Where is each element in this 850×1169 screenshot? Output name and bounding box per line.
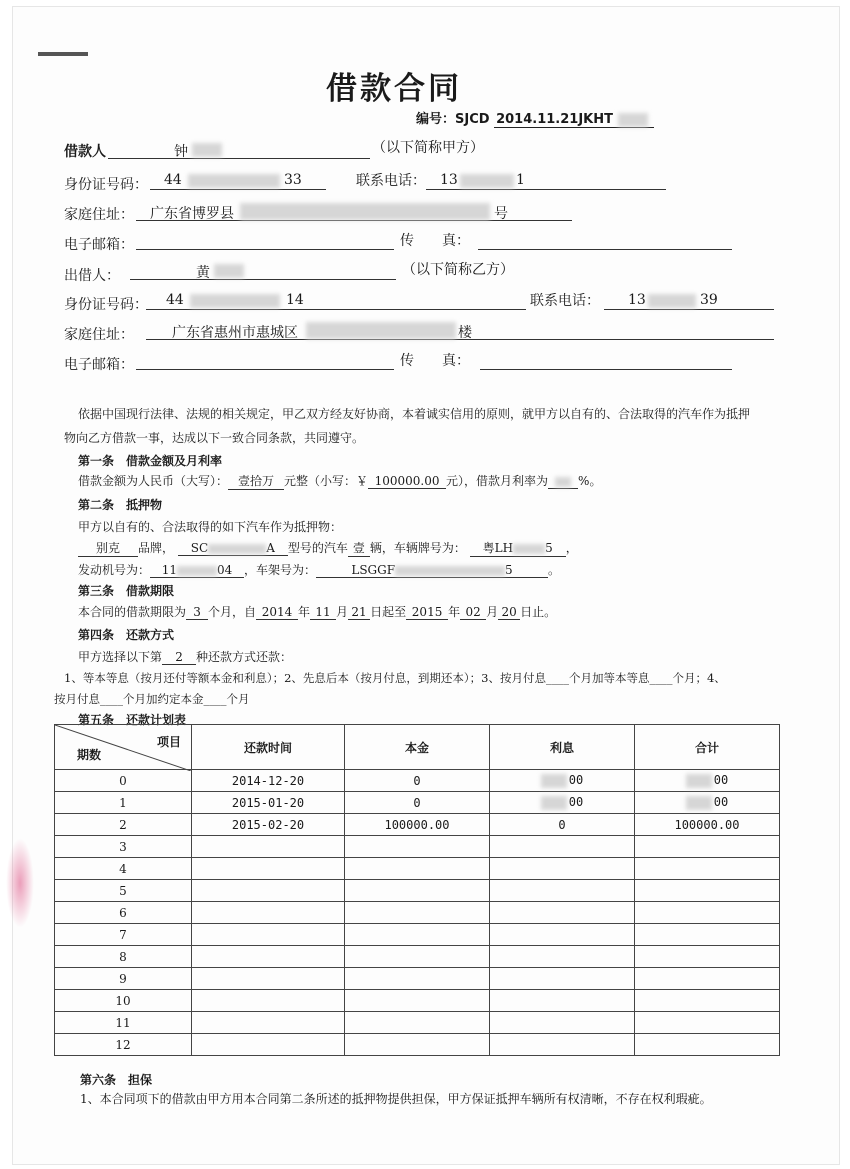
table-row	[55, 924, 780, 946]
table-header-diagonal: 项目 期数	[55, 725, 192, 770]
intro-line-1: 依据中国现行法律、法规的相关规定，甲乙双方经友好协商，本着诚实信用的原则，就甲方以自有的、合法取得的汽车作为抵押	[78, 407, 751, 421]
total-cell: 00	[635, 770, 780, 792]
principal-cell	[345, 946, 490, 968]
interest-cell	[490, 836, 635, 858]
article-4-choice: 甲方选择以下第 2 种还款方式还款：	[78, 650, 293, 664]
total-cell: 00	[635, 792, 780, 814]
table-row	[55, 902, 780, 924]
table-row	[55, 858, 780, 880]
period-cell: 8	[55, 946, 192, 968]
amount-cn: 壹拾万	[228, 472, 284, 490]
period-cell: 2	[55, 814, 192, 836]
total-cell	[635, 946, 780, 968]
borrower-fax-field	[478, 232, 732, 250]
article-1-body: 借款金额为人民币（大写）： 壹拾万 元整（小写：￥ 100000.00 元），借款月利率为 %。	[78, 474, 602, 488]
date-cell	[192, 946, 345, 968]
interest-cell	[490, 946, 635, 968]
principal-cell	[345, 902, 490, 924]
period-cell: 10	[55, 990, 192, 1012]
total-cell: 100000.00	[635, 814, 780, 836]
principal-cell	[345, 968, 490, 990]
col-header-total: 合计	[635, 725, 780, 770]
article-3-body: 本合同的借款期限为 3 个月，自 2014 年 11 月 21 日起至 2015 年 02 月 20 日止。	[78, 605, 557, 619]
engine-number: 11 04	[150, 563, 244, 578]
article-5-title: 第五条 还款计划表	[78, 713, 187, 727]
article-2-line-1: 甲方以自有的、合法取得的如下汽车作为抵押物：	[78, 520, 343, 534]
date-cell: 2015-02-20	[192, 814, 345, 836]
total-cell	[635, 836, 780, 858]
total-cell	[635, 858, 780, 880]
borrower-id-label: 身份证号码：	[64, 177, 148, 193]
borrower-email-label: 电子邮箱：	[64, 237, 134, 253]
table-row	[55, 770, 780, 792]
table-row	[55, 814, 780, 836]
borrower-label: 借款人	[64, 144, 106, 160]
borrower-address-field: 广东省博罗县 号	[136, 203, 572, 221]
interest-cell: 0	[490, 814, 635, 836]
repayment-schedule-table	[54, 724, 780, 1056]
borrower-name-field: 钟	[108, 141, 370, 159]
lender-address-field: 广东省惠州市惠城区 楼	[146, 322, 774, 340]
date-cell: 2014-12-20	[192, 770, 345, 792]
lender-email-label: 电子邮箱：	[64, 357, 134, 373]
date-cell	[192, 836, 345, 858]
period-cell: 12	[55, 1034, 192, 1056]
interest-cell	[490, 880, 635, 902]
article-2-line-3: 发动机号为： 11 04 ，车架号为： LSGGF 5 。	[78, 563, 561, 577]
interest-cell	[490, 924, 635, 946]
principal-cell	[345, 858, 490, 880]
lender-name-field: 黄	[130, 262, 396, 280]
col-header-interest: 利息	[490, 725, 635, 770]
total-cell	[635, 1034, 780, 1056]
interest-cell	[490, 968, 635, 990]
period-cell: 4	[55, 858, 192, 880]
date-cell: 2015-01-20	[192, 792, 345, 814]
period-cell: 7	[55, 924, 192, 946]
interest-cell: 00	[490, 770, 635, 792]
period-cell: 0	[55, 770, 192, 792]
fingerprint-stamp	[6, 838, 34, 928]
intro-line-2: 物向乙方借款一事，达成以下一致合同条款，共同遵守。	[64, 431, 365, 445]
principal-cell	[345, 1034, 490, 1056]
principal-cell	[345, 990, 490, 1012]
table-row	[55, 1034, 780, 1056]
total-cell	[635, 1012, 780, 1034]
borrower-phone-label: 联系电话：	[356, 173, 426, 189]
interest-cell	[490, 1034, 635, 1056]
lender-phone-field: 13 39	[604, 292, 774, 310]
col-header-date: 还款时间	[192, 725, 345, 770]
interest-rate	[548, 474, 578, 489]
article-6-line-1: 1、本合同项下的借款由甲方用本合同第二条所述的抵押物提供担保，甲方保证抵押车辆所有权清晰，不存在权利瑕疵。	[80, 1092, 712, 1106]
contract-number-label: 编号：SJCD	[416, 112, 490, 127]
interest-cell	[490, 1012, 635, 1034]
article-4-options-1: 1、等本等息（按月还付等额本金和利息）；2、先息后本（按月付息，到期还本）；3、按月付息____个月加等本等息____个月；4、	[64, 671, 726, 685]
lender-fax-label: 传 真：	[400, 353, 470, 369]
article-6-title: 第六条 担保	[80, 1073, 153, 1087]
total-cell	[635, 902, 780, 924]
borrower-note: （以下简称甲方）	[372, 140, 484, 156]
period-cell: 1	[55, 792, 192, 814]
borrower-address-label: 家庭住址：	[64, 207, 134, 223]
principal-cell: 0	[345, 770, 490, 792]
interest-cell	[490, 858, 635, 880]
article-4-options-2: 按月付息____个月加约定本金____个月	[54, 692, 250, 706]
lender-email-field	[136, 352, 394, 370]
lender-fax-field	[480, 352, 732, 370]
period-cell: 9	[55, 968, 192, 990]
article-2-title: 第二条 抵押物	[78, 498, 163, 512]
date-cell	[192, 902, 345, 924]
table-row	[55, 1012, 780, 1034]
table-row	[55, 836, 780, 858]
staple-mark	[38, 52, 88, 56]
interest-cell: 00	[490, 792, 635, 814]
lender-address-label: 家庭住址：	[64, 327, 134, 343]
borrower-phone-field: 13 1	[426, 172, 666, 190]
article-3-title: 第三条 借款期限	[78, 584, 175, 598]
contract-number-value: 2014.11.21JKHT	[494, 112, 654, 128]
principal-cell: 100000.00	[345, 814, 490, 836]
date-cell	[192, 880, 345, 902]
article-4-title: 第四条 还款方式	[78, 628, 175, 642]
borrower-id-field: 44 33	[150, 172, 326, 190]
car-brand: 别克	[78, 539, 138, 557]
date-cell	[192, 924, 345, 946]
date-cell	[192, 1012, 345, 1034]
borrower-fax-label: 传 真：	[400, 233, 470, 249]
article-1-title: 第一条 借款金额及月利率	[78, 454, 223, 468]
date-cell	[192, 968, 345, 990]
interest-cell	[490, 990, 635, 1012]
lender-label: 出借人：	[64, 268, 120, 284]
total-cell	[635, 990, 780, 1012]
interest-cell	[490, 902, 635, 924]
col-header-principal: 本金	[345, 725, 490, 770]
date-cell	[192, 990, 345, 1012]
car-model: SC A	[178, 541, 288, 556]
lender-id-field: 44 14	[146, 292, 526, 310]
principal-cell: 0	[345, 792, 490, 814]
contract-number	[416, 108, 654, 128]
document-title: 借款合同	[326, 71, 462, 107]
amount-figure: 100000.00	[368, 474, 446, 489]
lender-phone-label: 联系电话：	[530, 293, 600, 309]
principal-cell	[345, 924, 490, 946]
total-cell	[635, 924, 780, 946]
date-cell	[192, 1034, 345, 1056]
principal-cell	[345, 1012, 490, 1034]
principal-cell	[345, 880, 490, 902]
lender-note: （以下简称乙方）	[402, 262, 514, 278]
table-row	[55, 792, 780, 814]
total-cell	[635, 968, 780, 990]
principal-cell	[345, 836, 490, 858]
article-2-line-2: 别克 品牌， SC A 型号的汽车 壹 辆，车辆牌号为： 粤LH 5 ，	[78, 539, 578, 557]
period-cell: 6	[55, 902, 192, 924]
vin-number: LSGGF 5	[316, 563, 548, 578]
date-cell	[192, 858, 345, 880]
car-plate: 粤LH 5	[470, 539, 566, 557]
lender-id-label: 身份证号码：	[64, 297, 148, 313]
table-row	[55, 990, 780, 1012]
table-row	[55, 968, 780, 990]
table-row	[55, 946, 780, 968]
period-cell: 3	[55, 836, 192, 858]
period-cell: 11	[55, 1012, 192, 1034]
period-cell: 5	[55, 880, 192, 902]
total-cell	[635, 880, 780, 902]
table-row	[55, 880, 780, 902]
borrower-email-field	[136, 232, 394, 250]
